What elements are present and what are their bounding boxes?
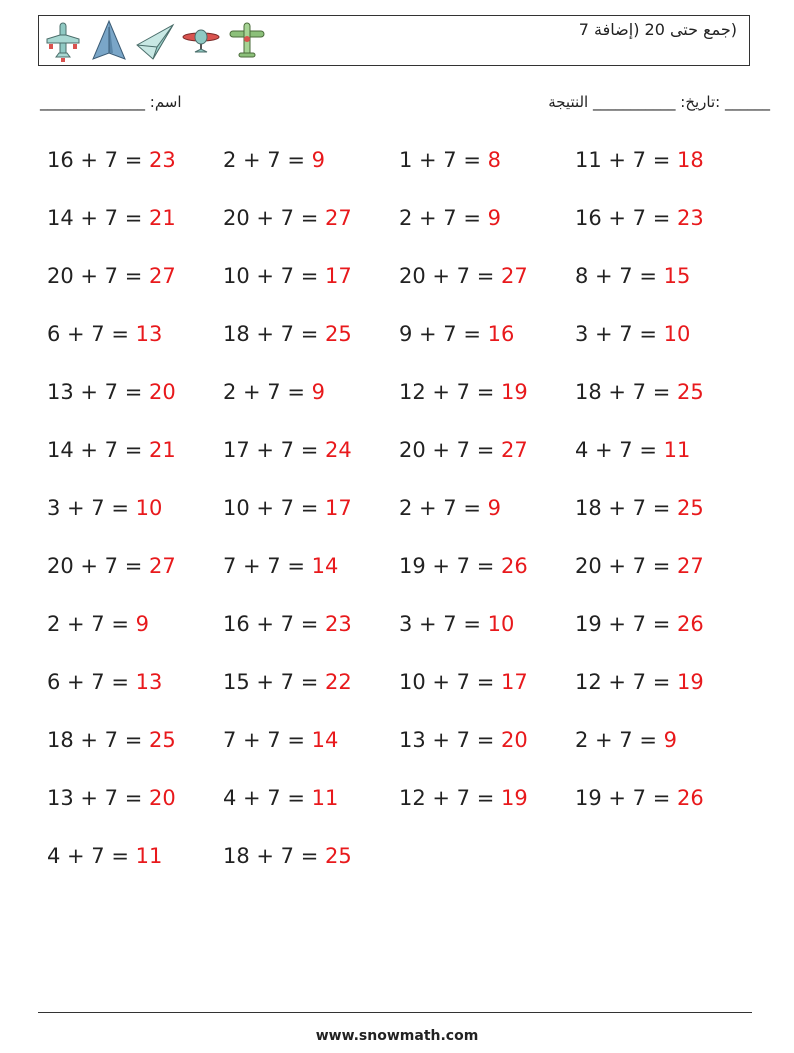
biplane-icon [227,19,267,63]
problem-answer: 25 [324,322,352,346]
problem-answer: 23 [324,612,352,636]
problem-question: 2 + 7 = [575,728,664,752]
problem-answer: 10 [487,612,515,636]
worksheet-header [38,15,750,66]
problem-answer: 26 [676,612,704,636]
problem-item [223,202,399,260]
jet-plane-icon [43,19,83,63]
problem-item [399,724,575,782]
problem-question: 2 + 7 = [47,612,136,636]
problem-item [575,724,751,782]
problem-item [223,608,399,666]
problem-question: 20 + 7 = [223,206,325,230]
problem-answer: 25 [676,380,704,404]
problem-item [399,608,575,666]
problem-answer: 9 [311,380,325,404]
problem-question: 19 + 7 = [575,786,677,810]
problem-item [223,434,399,492]
problem-answer: 21 [148,438,176,462]
problem-question: 13 + 7 = [47,380,149,404]
problem-item [575,376,751,434]
problem-question: 2 + 7 = [223,148,312,172]
problem-answer: 20 [148,380,176,404]
problem-answer: 22 [324,670,352,694]
problem-item [399,260,575,318]
problem-item [223,666,399,724]
problem-question: 3 + 7 = [575,322,664,346]
problem-question: 2 + 7 = [223,380,312,404]
name-field: اسم: ______________ [40,93,182,111]
problem-item [47,550,223,608]
problem-answer: 24 [324,438,352,462]
paper-plane-icon [135,19,175,63]
problem-item [399,550,575,608]
problem-question: 16 + 7 = [47,148,149,172]
problem-question: 18 + 7 = [575,380,677,404]
problem-item [47,376,223,434]
problem-question: 14 + 7 = [47,438,149,462]
problem-answer: 19 [500,786,528,810]
problem-question: 12 + 7 = [575,670,677,694]
problem-item [223,550,399,608]
problem-question: 10 + 7 = [399,670,501,694]
problem-question: 3 + 7 = [399,612,488,636]
problem-item [575,782,751,840]
problem-answer: 25 [676,496,704,520]
problem-question: 9 + 7 = [399,322,488,346]
problem-item [223,840,399,898]
problem-answer: 21 [148,206,176,230]
problem-answer: 11 [135,844,163,868]
problem-question: 11 + 7 = [575,148,677,172]
problem-question: 4 + 7 = [575,438,664,462]
worksheet-title: (جمع حتى 20 (إضافة 7 [578,20,737,39]
problem-item [223,260,399,318]
propeller-plane-icon [181,19,221,63]
problem-question: 18 + 7 = [575,496,677,520]
problem-answer: 20 [500,728,528,752]
problem-item [399,492,575,550]
problem-answer: 19 [676,670,704,694]
problem-question: 19 + 7 = [399,554,501,578]
fighter-jet-icon [89,19,129,63]
problem-question: 18 + 7 = [223,844,325,868]
problem-item [47,724,223,782]
footer-divider [38,1012,752,1013]
footer-url: www.snowmath.com [315,1028,479,1044]
problem-question: 10 + 7 = [223,496,325,520]
problem-answer: 9 [487,496,501,520]
problem-item [223,144,399,202]
problem-question: 14 + 7 = [47,206,149,230]
problem-answer: 11 [311,786,339,810]
problem-item [575,144,751,202]
problem-item [47,608,223,666]
problem-answer: 27 [148,264,176,288]
problem-question: 8 + 7 = [575,264,664,288]
problem-question: 20 + 7 = [575,554,677,578]
problem-question: 19 + 7 = [575,612,677,636]
problem-answer: 19 [500,380,528,404]
problem-question: 2 + 7 = [399,206,488,230]
problem-question: 15 + 7 = [223,670,325,694]
problem-question: 17 + 7 = [223,438,325,462]
date-score-fields: ______ :تاريخ: ___________ النتيجة [548,93,770,111]
problem-question: 16 + 7 = [575,206,677,230]
problem-item [399,782,575,840]
problem-question: 6 + 7 = [47,670,136,694]
problem-answer: 27 [676,554,704,578]
problem-item [575,492,751,550]
problem-answer: 13 [135,670,163,694]
problem-item [575,608,751,666]
problem-answer: 23 [148,148,176,172]
problem-item [223,318,399,376]
problem-question: 18 + 7 = [223,322,325,346]
problem-question: 20 + 7 = [47,554,149,578]
problem-item [399,666,575,724]
problem-question: 2 + 7 = [399,496,488,520]
problem-answer: 27 [324,206,352,230]
problem-answer: 8 [487,148,501,172]
problem-answer: 26 [500,554,528,578]
problem-answer: 15 [663,264,691,288]
problem-item [575,318,751,376]
problem-item [47,202,223,260]
problem-item [575,202,751,260]
problem-answer: 20 [148,786,176,810]
problem-item [223,782,399,840]
problem-question: 3 + 7 = [47,496,136,520]
problem-answer: 27 [500,438,528,462]
problem-item [47,782,223,840]
problem-question: 10 + 7 = [223,264,325,288]
problem-question: 12 + 7 = [399,786,501,810]
problem-answer: 9 [487,206,501,230]
problem-answer: 13 [135,322,163,346]
problem-answer: 10 [663,322,691,346]
problem-question: 13 + 7 = [47,786,149,810]
problem-item [47,434,223,492]
problem-grid [47,144,751,898]
problem-item [47,492,223,550]
problem-item [47,260,223,318]
problem-answer: 16 [487,322,515,346]
problem-question: 20 + 7 = [399,264,501,288]
problem-question: 13 + 7 = [399,728,501,752]
problem-question: 7 + 7 = [223,728,312,752]
problem-question: 7 + 7 = [223,554,312,578]
problem-item [47,318,223,376]
problem-question: 4 + 7 = [47,844,136,868]
problem-answer: 23 [676,206,704,230]
problem-item [223,724,399,782]
problem-item [399,202,575,260]
problem-item [399,144,575,202]
problem-question: 6 + 7 = [47,322,136,346]
problem-answer: 17 [500,670,528,694]
problem-question: 1 + 7 = [399,148,488,172]
problem-question: 4 + 7 = [223,786,312,810]
problem-answer: 18 [676,148,704,172]
problem-item [575,550,751,608]
problem-answer: 17 [324,496,352,520]
problem-item [575,434,751,492]
problem-answer: 10 [135,496,163,520]
problem-item [223,492,399,550]
problem-answer: 9 [663,728,677,752]
problem-item [223,376,399,434]
problem-answer: 25 [148,728,176,752]
problem-answer: 14 [311,728,339,752]
problem-item [575,260,751,318]
problem-item [47,840,223,898]
problem-item [399,376,575,434]
problem-item [47,666,223,724]
problem-question: 18 + 7 = [47,728,149,752]
problem-question: 12 + 7 = [399,380,501,404]
problem-item [399,434,575,492]
problem-question: 20 + 7 = [47,264,149,288]
problem-answer: 17 [324,264,352,288]
problem-answer: 11 [663,438,691,462]
problem-answer: 27 [500,264,528,288]
problem-answer: 26 [676,786,704,810]
problem-item [47,144,223,202]
problem-answer: 9 [311,148,325,172]
plane-icons [43,19,267,63]
problem-item [399,318,575,376]
problem-answer: 14 [311,554,339,578]
problem-answer: 9 [135,612,149,636]
problem-answer: 25 [324,844,352,868]
problem-question: 20 + 7 = [399,438,501,462]
problem-question: 16 + 7 = [223,612,325,636]
problem-item [575,666,751,724]
problem-answer: 27 [148,554,176,578]
